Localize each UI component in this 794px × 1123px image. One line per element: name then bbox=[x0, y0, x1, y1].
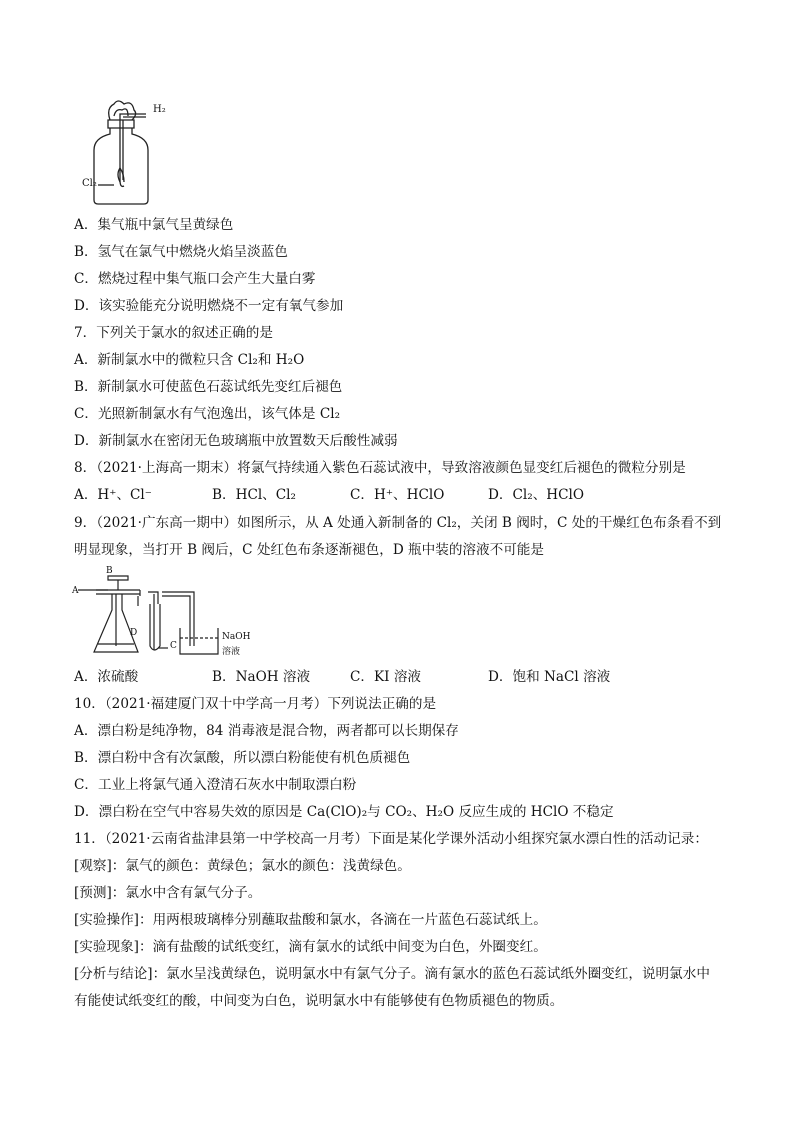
q6-option-c: C．燃烧过程中集气瓶口会产生大量白雾 bbox=[74, 271, 316, 287]
q10-option-a: A．漂白粉是纯净物，84 消毒液是混合物，两者都可以长期保存 bbox=[74, 723, 459, 739]
q9-option-a: A．浓硫酸 bbox=[74, 669, 139, 685]
fig-label-a: A bbox=[72, 586, 79, 596]
q7-option-b: B．新制氯水可使蓝色石蕊试纸先变红后褪色 bbox=[74, 379, 343, 395]
q10-option-c: C．工业上将氯气通入澄清石灰水中制取漂白粉 bbox=[74, 777, 357, 793]
fig-label-d: D bbox=[130, 628, 138, 638]
q10-option-d: D．漂白粉在空气中容易失效的原因是 Ca(ClO)₂与 CO₂、H₂O 反应生成的 HClO 不稳定 bbox=[74, 804, 614, 820]
q11-predict: [预测]：氯水中含有氯气分子。 bbox=[74, 885, 262, 901]
q10-option-b: B．漂白粉中含有次氯酸，所以漂白粉能使有机色质褪色 bbox=[74, 750, 411, 766]
q9-option-d: D．饱和 NaCl 溶液 bbox=[488, 669, 611, 685]
q8-option-a: A．H⁺、Cl⁻ bbox=[74, 487, 152, 503]
q6-option-d: D．该实验能充分说明燃烧不一定有氧气参加 bbox=[74, 298, 344, 314]
q11-analysis-line2: 有能使试纸变红的酸，中间变为白色，说明氯水中有能够使有色物质褪色的物质。 bbox=[74, 993, 564, 1009]
q8-option-c: C．H⁺、HClO bbox=[350, 487, 445, 503]
q9-option-b: B．NaOH 溶液 bbox=[212, 669, 311, 685]
q8-stem: 8．（2021·上海高一期末）将氯气持续通入紫色石蕊试液中，导致溶液颜色显变红后褪色的微粒分别是 bbox=[74, 460, 686, 476]
fig-label-rongye: 溶液 bbox=[222, 647, 241, 657]
q10-stem: 10．（2021·福建厦门双十中学高一月考）下列说法正确的是 bbox=[74, 696, 437, 712]
q6-option-b: B．氢气在氯气中燃烧火焰呈淡蓝色 bbox=[74, 244, 288, 260]
q11-stem: 11．（2021·云南省盐津县第一中学校高一月考）下面是某化学课外活动小组探究氯水漂白性的活动记录： bbox=[74, 831, 708, 847]
h2-label: H₂ bbox=[153, 104, 166, 115]
fig-label-c: C bbox=[170, 641, 177, 651]
q7-option-c: C．光照新制氯水有气泡逸出，该气体是 Cl₂ bbox=[74, 406, 341, 422]
q7-option-d: D．新制氯水在密闭无色玻璃瓶中放置数天后酸性减弱 bbox=[74, 433, 398, 449]
q11-operation: [实验操作]：用两根玻璃棒分别蘸取盐酸和氯水，各滴在一片蓝色石蕊试纸上。 bbox=[74, 912, 547, 928]
fig-label-b: B bbox=[106, 566, 113, 576]
q11-analysis-line1: [分析与结论]：氯水呈浅黄绿色，说明氯水中有氯气分子。滴有氯水的蓝色石蕊试纸外圈变红，说明氯水中 bbox=[74, 966, 710, 982]
q9-stem-line1: 9．（2021·广东高一期中）如图所示，从 A 处通入新制备的 Cl₂，关闭 B 阀时，C 处的干燥红色布条看不到 bbox=[74, 515, 722, 531]
q11-phenomenon: [实验现象]：滴有盐酸的试纸变红，滴有氯水的试纸中间变为白色，外圈变红。 bbox=[74, 939, 547, 955]
q8-option-b: B．HCl、Cl₂ bbox=[212, 487, 296, 503]
q7-stem: 7．下列关于氯水的叙述正确的是 bbox=[74, 325, 273, 341]
q9-options bbox=[74, 668, 610, 686]
q8-options bbox=[74, 486, 584, 504]
cl2-label: Cl₂ bbox=[82, 178, 97, 189]
q7-option-a: A．新制氯水中的微粒只含 Cl₂和 H₂O bbox=[74, 352, 305, 368]
q11-observe: [观察]：氯气的颜色：黄绿色；氯水的颜色：浅黄绿色。 bbox=[74, 858, 411, 874]
q8-option-d: D．Cl₂、HClO bbox=[488, 487, 585, 503]
q9-stem-line2: 明显现象，当打开 B 阀后，C 处红色布条逐渐褪色，D 瓶中装的溶液不可能是 bbox=[74, 542, 544, 558]
fig-label-naoh: NaOH bbox=[222, 632, 251, 642]
q9-option-c: C．KI 溶液 bbox=[350, 669, 422, 685]
q6-option-a: A．集气瓶中氯气呈黄绿色 bbox=[74, 217, 234, 233]
